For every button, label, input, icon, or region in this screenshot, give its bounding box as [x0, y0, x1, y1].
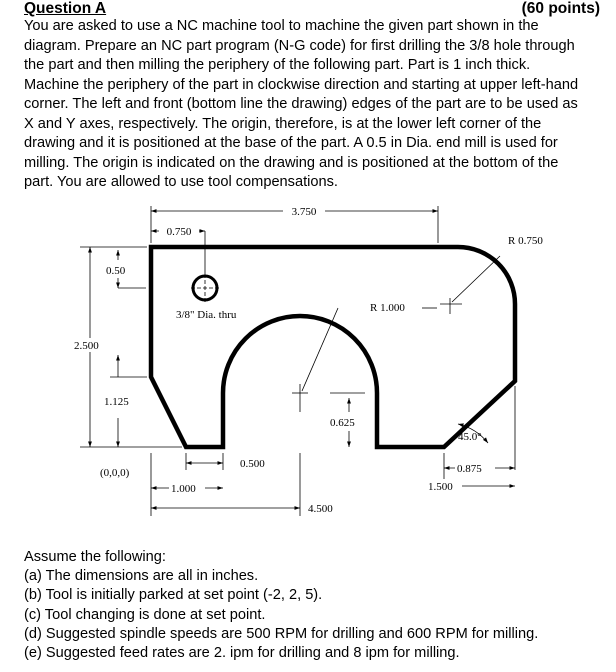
dim-hole-x: 0.750	[166, 226, 192, 238]
problem-line: Machine the periphery of the part in clockwise direction and starting at upper left-hand	[24, 76, 579, 93]
dim-left-offset: 0.500	[240, 458, 265, 470]
problem-line: part. You are allowed to use tool compensations.	[24, 174, 338, 190]
dim-notch-depth: 0.625	[330, 417, 355, 429]
dim-height: 2.500	[74, 340, 99, 352]
problem-statement	[24, 17, 604, 193]
dim-chamfer-angle: 45.0°	[458, 431, 482, 443]
dim-hole-from-top: 0.50	[106, 265, 126, 277]
dimension-lines	[90, 211, 515, 508]
assumption-item: (b) Tool is initially parked at set point (-2, 2, 5).	[24, 587, 323, 604]
problem-line: You are asked to use a NC machine tool to machine the given part shown in the	[24, 18, 539, 34]
problem-line: drawing and it is positioned at the base of the part. A 0.5 in Dia. end mill is used for	[24, 135, 558, 151]
assumptions	[24, 548, 604, 663]
problem-line: corner. The left and front (bottom line the drawing) edges of the part are to be used as	[24, 96, 578, 112]
question-title: Question A	[24, 0, 107, 17]
dim-overall-width: 3.750	[291, 206, 317, 218]
part-drawing	[60, 198, 560, 528]
dim-hole-note: 3/8" Dia. thru	[176, 309, 237, 321]
problem-line: milling. The origin is indicated on the drawing and is positioned at the bottom of the	[24, 154, 559, 171]
dim-left-bottom-x: 1.000	[171, 483, 196, 495]
dim-arc-radius: R 1.000	[370, 302, 405, 314]
problem-line: diagram. Prepare an NC part program (N-G code) for first drilling the 3/8 hole through	[24, 37, 575, 54]
assumption-item: (a) The dimensions are all in inches.	[24, 568, 259, 585]
problem-line: X and Y axes, respectively. The origin, therefore, is at the lower left corner of the	[24, 115, 542, 132]
arc-center-mark	[292, 308, 338, 412]
assumptions-intro: Assume the following:	[24, 549, 166, 565]
dim-right-x: 1.500	[428, 481, 453, 493]
extension-lines	[80, 206, 515, 516]
problem-line: the part and then milling the periphery of the following part. Part is 1 inch thick.	[24, 57, 531, 73]
question-points: (60 points)	[521, 0, 600, 17]
dim-side-height: 1.125	[104, 396, 129, 408]
dim-corner-radius: R 0.750	[508, 235, 543, 247]
dim-arc-center-x: 4.500	[308, 503, 333, 515]
dim-chamfer-x: 0.875	[457, 463, 482, 475]
assumption-item: (e) Suggested feed rates are 2. ipm for drilling and 8 ipm for milling.	[24, 645, 460, 662]
dim-origin: (0,0,0)	[100, 467, 130, 479]
corner-radius-center-mark	[422, 256, 500, 314]
assumption-item: (d) Suggested spindle speeds are 500 RPM for drilling and 600 RPM for milling.	[24, 625, 539, 642]
assumption-item: (c) Tool changing is done at set point.	[24, 606, 266, 623]
